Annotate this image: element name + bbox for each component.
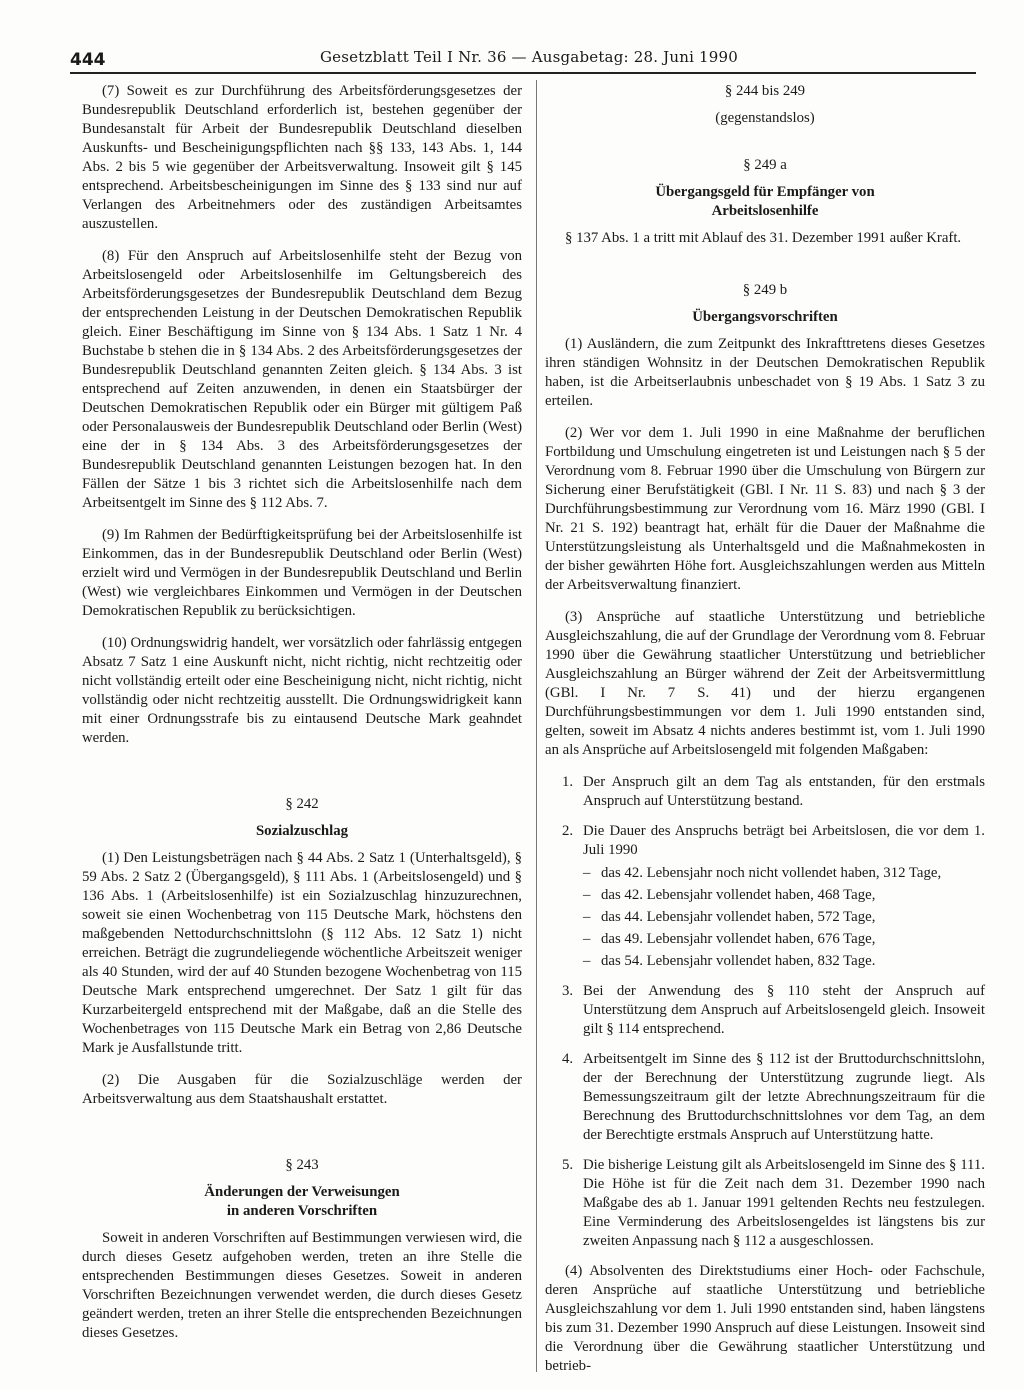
list-item-number: 4. [562, 1051, 574, 1067]
paragraph-9: (9) Im Rahmen der Bedürftigkeitsprüfung bei der Arbeitslosenhilfe ist Einkommen, das in der Bundesrepublik Deutschland oder Berlin (West) erzielt wird und Vermögen in der Bundesrepublik Deutschland und Berlin (West) wie vergleichbares Einkommen und Vermögen in der Deutschen Demokratischen Republik zu berücksichtigen. [82, 527, 522, 619]
dash-mark: – [583, 931, 591, 947]
dash-item [583, 952, 985, 971]
section-242-paragraph-2: (2) Die Ausgaben für die Sozialzuschläge werden der Arbeitsverwaltung aus dem Staatshaushalt erstattet. [82, 1072, 522, 1107]
section-title-line-1: Änderungen der Verweisungen [204, 1184, 400, 1200]
paragraph-8: (8) Für den Anspruch auf Arbeitslosenhilfe steht der Bezug von Arbeitslosengeld oder Arbeitslosenhilfe im Geltungsbereich des Arbeitsförderungsgesetzes der Bundesrepublik Deutschland dem Bezug der entsprechenden Leistung in der Deutschen Demokratischen Republik gleich. Einer Beschäftigung im Sinne von § 134 Abs. 1 Satz 1 Nr. 4 Buchstabe b stehen die in § 134 Abs. 2 des Arbeitsförderungsgesetzes der Bundesrepublik Deutschland genannten Zeiten gleich. § 134 Abs. 3 ist entsprechend auf Zeiten anzuwenden, in denen ein Staatsbürger der Deutschen Demokratischen Republik oder ein Bürger mit gültigem Paß oder Personalausweis der Bundesrepublik Deutschland oder Berlin (West) eine der in § 134 Abs. 3 des Arbeitsförderungsgesetzes der Bundesrepublik Deutschland genannten Leistungen bezogen hat. In den Fällen der Sätze 1 bis 3 richtet sich die Arbeitslosenhilfe nach dem Arbeitsentgelt im Sinne des § 112 Abs. 7. [82, 248, 522, 511]
section-number: § 244 bis 249 [724, 83, 806, 99]
section-249b-paragraph-2: (2) Wer vor dem 1. Juli 1990 in eine Maßnahme der beruflichen Fortbildung und Umschulung eingetreten ist und Leistungen nach § 5 der Verordnung vom 8. Februar 1990 über die Umschulung von Bürgern zur Sicherung einer Berufstätigkeit (GBl. I Nr. 11 S. 83) und nach § 3 der Durchführungsbestimmung zur Verordnung vom 16. März 1990 (GBl. I Nr. 21 S. 192) beantragt hat, erhält für die Dauer der Maßnahme die Unterstützungsleistung als Unterhaltsgeld und die Maßnahmekosten in der bisher gewährten Höhe fort. Ausgleichszahlungen werden aus Mitteln der Arbeitsverwaltung finanziert. [545, 425, 985, 593]
list-item-text: Die bisherige Leistung gilt als Arbeitslosengeld im Sinne des § 111. Die Höhe ist für die Zeit nach dem 31. Dezember 1990 nach Maßgabe des ab 1. Januar 1991 geltenden Rechts neu festzulegen. Eine Verminderung des Arbeitslosengeldes ist längstens bis zur zweiten Anpassung nach § 112 a ausgeschlossen. [583, 1157, 985, 1249]
section-242-heading [82, 795, 522, 841]
list-item-number: 3. [562, 983, 574, 999]
list-item-number: 1. [562, 774, 574, 790]
dash-item-text: das 49. Lebensjahr vollendet haben, 676 Tage, [601, 931, 876, 947]
section-249a-paragraph: § 137 Abs. 1 a tritt mit Ablauf des 31. Dezember 1991 außer Kraft. [565, 230, 962, 246]
column-divider [536, 80, 537, 1372]
section-spacer [82, 761, 522, 795]
section-249b-heading [545, 281, 985, 327]
section-244-249-heading [545, 82, 985, 128]
dash-item-text: das 54. Lebensjahr vollendet haben, 832 Tage. [601, 953, 876, 969]
page-header [70, 40, 976, 74]
dash-mark: – [583, 909, 591, 925]
section-number: § 243 [285, 1157, 319, 1173]
section-number: § 249 b [742, 282, 788, 298]
section-title: Übergangsvorschriften [692, 309, 838, 325]
paragraph-10: (10) Ordnungswidrig handelt, wer vorsätzlich oder fahrlässig entgegen Absatz 7 Satz 1 eine Auskunft nicht, nicht richtig, nicht rechtzeitig oder nicht vollständig erteilt oder eine Bescheinigung nicht, nicht richtig, nicht vollständig oder nicht rechtzeitig ausstellt. Die Ordnungswidrigkeit kann mit einer Ordnungsstrafe bis zu eintausend Deutsche Mark geahndet werden. [82, 635, 522, 746]
section-spacer [82, 1122, 522, 1156]
dash-item [583, 864, 985, 883]
section-243-heading [82, 1156, 522, 1221]
list-item-text: Arbeitsentgelt im Sinne des § 112 ist der Bruttodurchschnittslohn, der der Berechnung der Unterstützung zugrunde liegt. Als Bemessungszeitraum gilt der letzte Abrechnungszeitraum für die Berechnung des Bruttodurchschnittslohnes vor dem Tag, an dem der Berechtigte erstmals Anspruch auf Unterstützung hatte. [583, 1051, 985, 1143]
list-item [545, 822, 985, 971]
list-item [545, 773, 985, 811]
page-number: 444 [70, 50, 106, 70]
duration-list [583, 864, 985, 971]
provisions-list [545, 773, 985, 1251]
section-title: Sozialzuschlag [255, 823, 349, 839]
section-number: § 242 [285, 796, 319, 812]
list-item-text: Der Anspruch gilt an dem Tag als entstanden, für den erstmals Anspruch auf Unterstützung bestand. [583, 774, 985, 809]
list-item-number: 2. [562, 823, 574, 839]
section-title-line-2: Arbeitslosenhilfe [711, 203, 819, 219]
list-item-text: Bei der Anwendung des § 110 steht der Anspruch auf Unterstützung dem Anspruch auf Arbeitslosengeld gleich. Insoweit gilt § 114 entsprechend. [583, 983, 985, 1037]
dash-item [583, 886, 985, 905]
section-spacer [545, 136, 985, 156]
paragraph-7: (7) Soweit es zur Durchführung des Arbeitsförderungsgesetzes der Bundesrepublik Deutschland erforderlich ist, bestehen gegenüber der Bundesanstalt für Arbeit der Bundesrepublik Deutschland dieselben Auskunfts- und Bescheinigungspflichten nach §§ 133, 143 Abs. 1, 144 Abs. 2 bis 5 wie gegenüber der Arbeitsverwaltung. Insoweit gilt § 145 entsprechend. Arbeitsbescheinigungen im Sinne des § 133 sind nur auf Verlangen des Arbeitnehmers oder des zuständigen Arbeitsamtes auszustellen. [82, 83, 522, 232]
section-number: § 249 a [743, 157, 787, 173]
list-item [545, 1050, 985, 1145]
section-title-line-1: Übergangsgeld für Empfänger von [655, 184, 875, 200]
section-243-paragraph: Soweit in anderen Vorschriften auf Bestimmungen verwiesen wird, die durch dieses Gesetz aufgehoben werden, treten an ihre Stelle die entsprechenden Bestimmungen dieses Gesetzes. Soweit in anderen Vorschriften Bezeichnungen verwendet werden, die durch dieses Gesetz geändert werden, treten an ihrer Stelle die entsprechenden Bezeichnungen dieses Gesetzes. [82, 1230, 522, 1341]
right-column [545, 82, 985, 1389]
dash-item-text: das 42. Lebensjahr vollendet haben, 468 Tage, [601, 887, 876, 903]
dash-item [583, 930, 985, 949]
dash-item [583, 908, 985, 927]
list-item [545, 982, 985, 1039]
dash-item-text: das 42. Lebensjahr noch nicht vollendet haben, 312 Tage, [601, 865, 942, 881]
section-spacer [545, 261, 985, 281]
gazette-title: Gesetzblatt Teil I Nr. 36 — Ausgabetag: 28. Juni 1990 [320, 48, 739, 66]
section-249b-paragraph-1: (1) Ausländern, die zum Zeitpunkt des Inkrafttretens dieses Gesetzes ihren ständigen Wohnsitz in der Deutschen Demokratischen Republik haben, ist die Arbeitserlaubnis unbeschadet von § 19 Abs. 1 Satz 3 zu erteilen. [545, 336, 985, 409]
section-note: (gegenstandslos) [715, 110, 815, 126]
dash-mark: – [583, 887, 591, 903]
list-item-text: Die Dauer des Anspruchs beträgt bei Arbeitslosen, die vor dem 1. Juli 1990 [583, 823, 985, 858]
list-item-number: 5. [562, 1157, 574, 1173]
section-249a-heading [545, 156, 985, 221]
left-column [82, 82, 522, 1356]
dash-mark: – [583, 953, 591, 969]
section-249b-paragraph-3: (3) Ansprüche auf staatliche Unterstützung und betriebliche Ausgleichszahlung, die auf der Grundlage der Verordnung vom 8. Februar 1990 über die Gewährung staatlicher Unterstützung und betrieblicher Ausgleichszahlung an Bürger während der Zeit der Arbeitsvermittlung (GBl. I Nr. 7 S. 41) und der hierzu ergangenen Durchführungsbestimmungen vor dem 1. Juli 1990 entstanden sind, gelten, soweit im Absatz 4 nichts anderes bestimmt ist, vom 1. Juli 1990 an als Ansprüche auf Arbeitslosengeld mit folgenden Maßgaben: [545, 609, 985, 758]
section-249b-paragraph-4: (4) Absolventen des Direktstudiums einer Hoch- oder Fachschule, deren Ansprüche auf staatliche Unterstützung und betriebliche Ausgleichszahlung vor dem 1. Juli 1990 entstanden sind, haben längstens bis zum 31. Dezember 1990 Anspruch auf diese Leistungen. Insoweit sind die Verordnung über die Gewährung staatlicher Unterstützung und betrieb- [545, 1263, 985, 1374]
dash-mark: – [583, 865, 591, 881]
section-242-paragraph-1: (1) Den Leistungsbeträgen nach § 44 Abs. 2 Satz 1 (Unterhaltsgeld), § 59 Abs. 2 Satz 2 (Übergangsgeld), § 111 Abs. 1 (Arbeitslosengeld) und § 136 Abs. 1 (Arbeitslosenhilfe) ist ein Sozialzuschlag hinzuzurechnen, soweit sie einen Wochenbetrag von 115 Deutsche Mark, höchstens den maßgebenden Nettodurchschnittslohn (§ 112 Abs. 12 Satz 1) nicht erreichen. Beträgt die zugrundeliegende wöchentliche Arbeitszeit weniger als 40 Stunden, wird der auf 40 Stunden bezogene Wochenbetrag von 115 Deutsche Mark entsprechend umgerechnet. Der Satz 1 gilt für das Kurzarbeitergeld entsprechend mit der Maßgabe, daß an die Stelle des Wochenbetrages von 115 Deutsche Mark ein Betrag von 2,86 Deutsche Mark je Ausfallstunde tritt. [82, 850, 522, 1056]
dash-item-text: das 44. Lebensjahr vollendet haben, 572 Tage, [601, 909, 876, 925]
section-title-line-2: in anderen Vorschriften [226, 1203, 378, 1219]
list-item [545, 1156, 985, 1251]
